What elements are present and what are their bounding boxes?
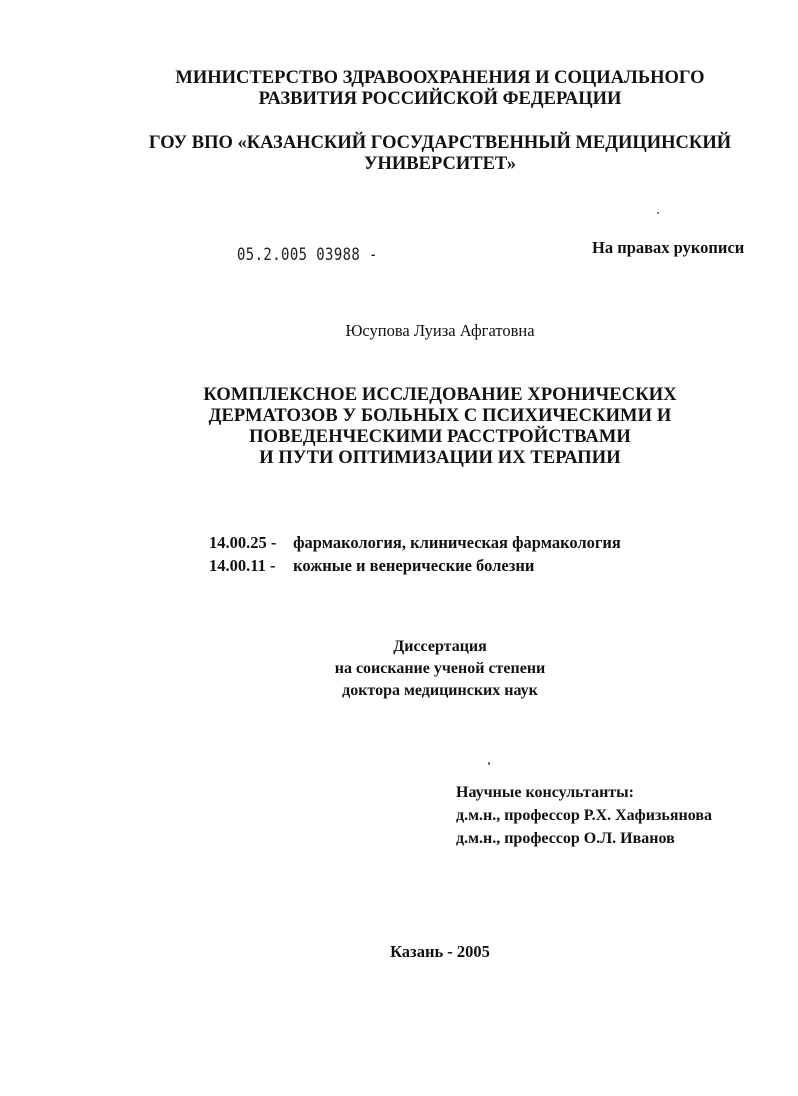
title-line: КОМПЛЕКСНОЕ ИССЛЕДОВАНИЕ ХРОНИЧЕСКИХ	[203, 385, 677, 405]
specialty-row	[209, 554, 621, 577]
specialty-name: кожные и венерические болезни	[293, 556, 535, 575]
degree-line: доктора медицинских наук	[342, 682, 538, 699]
degree-line: на соискание ученой степени	[334, 660, 546, 677]
consultant-entry: д.м.н., профессор Р.Х. Хафизьянова	[456, 807, 712, 824]
rights-note: На правах рукописи	[592, 238, 745, 257]
specialty-code: 14.00.25 -	[209, 533, 277, 552]
author-name-text: Юсупова Луиза Афгатовна	[345, 321, 535, 340]
author-name	[0, 321, 798, 341]
scientific-consultants	[456, 781, 712, 850]
specialty-name: фармакология, клиническая фармакология	[293, 533, 621, 552]
scan-speck	[488, 762, 490, 765]
dissertation-degree-block	[0, 636, 798, 702]
specialty-list	[209, 531, 621, 577]
title-line: ДЕРМАТОЗОВ У БОЛЬНЫХ С ПСИХИЧЕСКИМИ И	[208, 406, 672, 426]
dissertation-type: Диссертация	[393, 638, 487, 655]
title-line: И ПУТИ ОПТИМИЗАЦИИ ИХ ТЕРАПИИ	[259, 448, 621, 468]
university-heading	[0, 133, 798, 175]
ministry-line: МИНИСТЕРСТВО ЗДРАВООХРАНЕНИЯ И СОЦИАЛЬНОГО	[175, 68, 705, 88]
registration-stamp: 05.2.005 03988 -	[237, 245, 378, 265]
consultants-heading: Научные консультанты:	[456, 784, 634, 801]
title-line: ПОВЕДЕНЧЕСКИМИ РАССТРОЙСТВАМИ	[249, 427, 631, 447]
ministry-line: РАЗВИТИЯ РОССИЙСКОЙ ФЕДЕРАЦИИ	[258, 89, 622, 109]
specialty-row	[209, 531, 621, 554]
scan-speck	[657, 212, 659, 214]
consultant-entry: д.м.н., профессор О.Л. Иванов	[456, 830, 675, 847]
city-year	[0, 942, 798, 962]
city-year-text: Казань - 2005	[390, 942, 490, 961]
university-line: УНИВЕРСИТЕТ»	[363, 154, 517, 174]
ministry-heading	[0, 68, 798, 110]
dissertation-title	[0, 385, 798, 469]
specialty-code: 14.00.11 -	[209, 556, 276, 575]
university-line: ГОУ ВПО «КАЗАНСКИЙ ГОСУДАРСТВЕННЫЙ МЕДИЦИНСКИЙ	[148, 133, 732, 153]
